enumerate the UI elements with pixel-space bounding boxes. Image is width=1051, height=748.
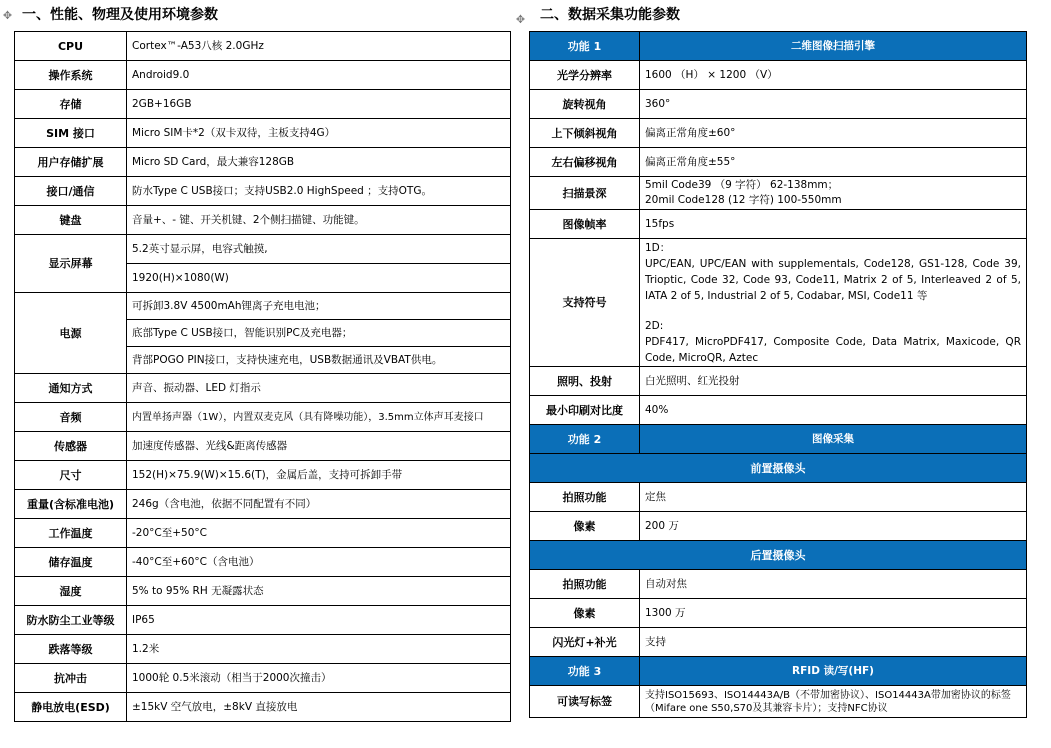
row-value: Micro SD Card，最大兼容128GB (127, 148, 511, 177)
row-key: 可读写标签 (530, 686, 640, 718)
row-value: 定焦 (640, 483, 1027, 512)
table-row (15, 90, 511, 119)
row-value: 偏离正常角度±55° (640, 148, 1027, 177)
table-row (530, 512, 1027, 541)
table-row (530, 367, 1027, 396)
row-value: 1.2米 (127, 635, 511, 664)
table-row (530, 541, 1027, 570)
table-row (15, 32, 511, 61)
row-key: 操作系统 (15, 61, 127, 90)
front-camera-header: 前置摄像头 (530, 454, 1027, 483)
table-row (530, 599, 1027, 628)
row-value: Cortex™-A53八核 2.0GHz (127, 32, 511, 61)
table-row (15, 403, 511, 432)
row-value: 可拆卸3.8V 4500mAh锂离子充电电池； (127, 293, 511, 320)
row-key: 图像帧率 (530, 210, 640, 239)
row-value: 音量+、- 键、开关机键、2个侧扫描键、功能键。 (127, 206, 511, 235)
row-key: CPU (15, 32, 127, 61)
supported-symbologies (640, 239, 1027, 367)
row-value: 声音、振动器、LED 灯指示 (127, 374, 511, 403)
row-key: 像素 (530, 599, 640, 628)
row-value: 246g（含电池，依据不同配置有不同） (127, 490, 511, 519)
row-value (640, 177, 1027, 210)
row-key: 支持符号 (530, 239, 640, 367)
row-key: 储存温度 (15, 548, 127, 577)
row-value: -40°C至+60°C（含电池） (127, 548, 511, 577)
row-value: 偏离正常角度±60° (640, 119, 1027, 148)
function-2-value: 图像采集 (640, 425, 1027, 454)
row-value: 背部POGO PIN接口，支持快速充电，USB数据通讯及VBAT供电。 (127, 347, 511, 374)
row-key: 湿度 (15, 577, 127, 606)
row-key: 拍照功能 (530, 570, 640, 599)
depth-of-field-line-1: 5mil Code39 （9 字符） 62-138mm； (645, 179, 839, 191)
row-key: 工作温度 (15, 519, 127, 548)
table-row (530, 483, 1027, 512)
row-key: 电源 (15, 293, 127, 374)
row-value: 360° (640, 90, 1027, 119)
function-1-label: 功能 1 (530, 32, 640, 61)
row-key: 通知方式 (15, 374, 127, 403)
row-value: 白光照明、红光投射 (640, 367, 1027, 396)
table-row (15, 693, 511, 722)
row-key: 闪光灯+补光 (530, 628, 640, 657)
table-row (530, 32, 1027, 61)
section-title-data-capture: 二、数据采集功能参数 (540, 7, 680, 23)
row-key: 光学分辨率 (530, 61, 640, 90)
row-value: 5% to 95% RH 无凝露状态 (127, 577, 511, 606)
row-value: 自动对焦 (640, 570, 1027, 599)
table-row (15, 577, 511, 606)
table-row (530, 90, 1027, 119)
row-key: 存储 (15, 90, 127, 119)
table-row (530, 454, 1027, 483)
table-row (15, 374, 511, 403)
table-row (530, 657, 1027, 686)
symbology-2d-list: PDF417, MicroPDF417, Composite Code, Data Matrix, Maxicode, QR Code, MicroQR, Aztec (645, 335, 1021, 364)
row-value: 1600 （H） × 1200 （V） (640, 61, 1027, 90)
row-value: 5.2英寸显示屏，电容式触摸, (127, 235, 511, 264)
symbology-1d-label: 1D： (645, 241, 671, 254)
symbology-2d-label: 2D: (645, 319, 664, 332)
symbology-1d-list: UPC/EAN, UPC/EAN with supplementals, Code128, GS1-128, Code 39, Trioptic, Code 32, Code 93, Code11, Matrix 2 of 5, Interleaved 2 of 5, IATA 2 of 5, Industrial 2 of 5, Codabar, MSI, Code11 等 (645, 257, 1021, 302)
table-row (530, 210, 1027, 239)
data-capture-table (529, 31, 1027, 718)
row-key: 拍照功能 (530, 483, 640, 512)
table-row (15, 635, 511, 664)
table-row (530, 239, 1027, 367)
row-value: 1920(H)×1080(W) (127, 264, 511, 293)
row-key: 用户存储扩展 (15, 148, 127, 177)
row-key: 扫描景深 (530, 177, 640, 210)
row-value: 支持ISO15693、ISO14443A/B（不带加密协议）、ISO14443A带加密协议的标签（Mifare one S50,S70及其兼容卡片）；支持NFC协议 (640, 686, 1027, 718)
row-key: 抗冲击 (15, 664, 127, 693)
row-key: 最小印刷对比度 (530, 396, 640, 425)
table-row (530, 628, 1027, 657)
row-key: 上下倾斜视角 (530, 119, 640, 148)
table-row (530, 425, 1027, 454)
table-row (530, 570, 1027, 599)
table-row (15, 177, 511, 206)
table-row (15, 664, 511, 693)
row-value: ±15kV 空气放电，±8kV 直接放电 (127, 693, 511, 722)
section-title-performance: 一、性能、物理及使用环境参数 (22, 7, 218, 23)
row-key: SIM 接口 (15, 119, 127, 148)
row-value: IP65 (127, 606, 511, 635)
table-row (530, 61, 1027, 90)
row-value: 内置单扬声器（1W），内置双麦克风（具有降噪功能），3.5mm立体声耳麦接口 (127, 403, 511, 432)
row-key: 照明、投射 (530, 367, 640, 396)
row-key: 防水防尘工业等级 (15, 606, 127, 635)
table-row (15, 606, 511, 635)
row-value: -20°C至+50°C (127, 519, 511, 548)
table-row (530, 177, 1027, 210)
function-3-value: RFID 读/写(HF) (640, 657, 1027, 686)
row-value: 152(H)×75.9(W)×15.6(T)，金属后盖，支持可拆卸手带 (127, 461, 511, 490)
row-value: 底部Type C USB接口，智能识别PC及充电器； (127, 320, 511, 347)
table-row (530, 119, 1027, 148)
row-key: 跌落等级 (15, 635, 127, 664)
row-key: 左右偏移视角 (530, 148, 640, 177)
table-row (15, 432, 511, 461)
row-key: 传感器 (15, 432, 127, 461)
row-key: 接口/通信 (15, 177, 127, 206)
row-key: 旋转视角 (530, 90, 640, 119)
table-row (15, 119, 511, 148)
move-anchor-icon[interactable]: ✥ (2, 9, 13, 22)
row-value: 1300 万 (640, 599, 1027, 628)
row-value: 200 万 (640, 512, 1027, 541)
table-row (530, 396, 1027, 425)
row-value: 2GB+16GB (127, 90, 511, 119)
row-key: 像素 (530, 512, 640, 541)
row-key: 音频 (15, 403, 127, 432)
rear-camera-header: 后置摄像头 (530, 541, 1027, 570)
row-value: 15fps (640, 210, 1027, 239)
row-value: 防水Type C USB接口；支持USB2.0 HighSpeed ；支持OTG。 (127, 177, 511, 206)
table-row (15, 490, 511, 519)
row-key: 重量(含标准电池) (15, 490, 127, 519)
table-row (15, 461, 511, 490)
function-2-label: 功能 2 (530, 425, 640, 454)
function-1-value: 二维图像扫描引擎 (640, 32, 1027, 61)
table-row (15, 548, 511, 577)
depth-of-field-line-2: 20mil Code128 (12 字符) 100-550mm (645, 194, 842, 206)
table-row (15, 235, 511, 264)
row-value: 加速度传感器、光线&距离传感器 (127, 432, 511, 461)
function-3-label: 功能 3 (530, 657, 640, 686)
row-value: Android9.0 (127, 61, 511, 90)
row-key: 显示屏幕 (15, 235, 127, 293)
move-anchor-icon[interactable]: ✥ (515, 13, 526, 26)
performance-table (14, 31, 511, 722)
table-row (15, 519, 511, 548)
row-value: 40% (640, 396, 1027, 425)
row-value: 1000轮 0.5米滚动（相当于2000次撞击） (127, 664, 511, 693)
row-key: 静电放电(ESD) (15, 693, 127, 722)
table-row (15, 61, 511, 90)
table-row (15, 206, 511, 235)
row-value: 支持 (640, 628, 1027, 657)
row-key: 尺寸 (15, 461, 127, 490)
row-key: 键盘 (15, 206, 127, 235)
row-value: Micro SIM卡*2（双卡双待，主板支持4G） (127, 119, 511, 148)
table-row (530, 686, 1027, 718)
table-row (15, 148, 511, 177)
table-row (530, 148, 1027, 177)
table-row (15, 293, 511, 320)
